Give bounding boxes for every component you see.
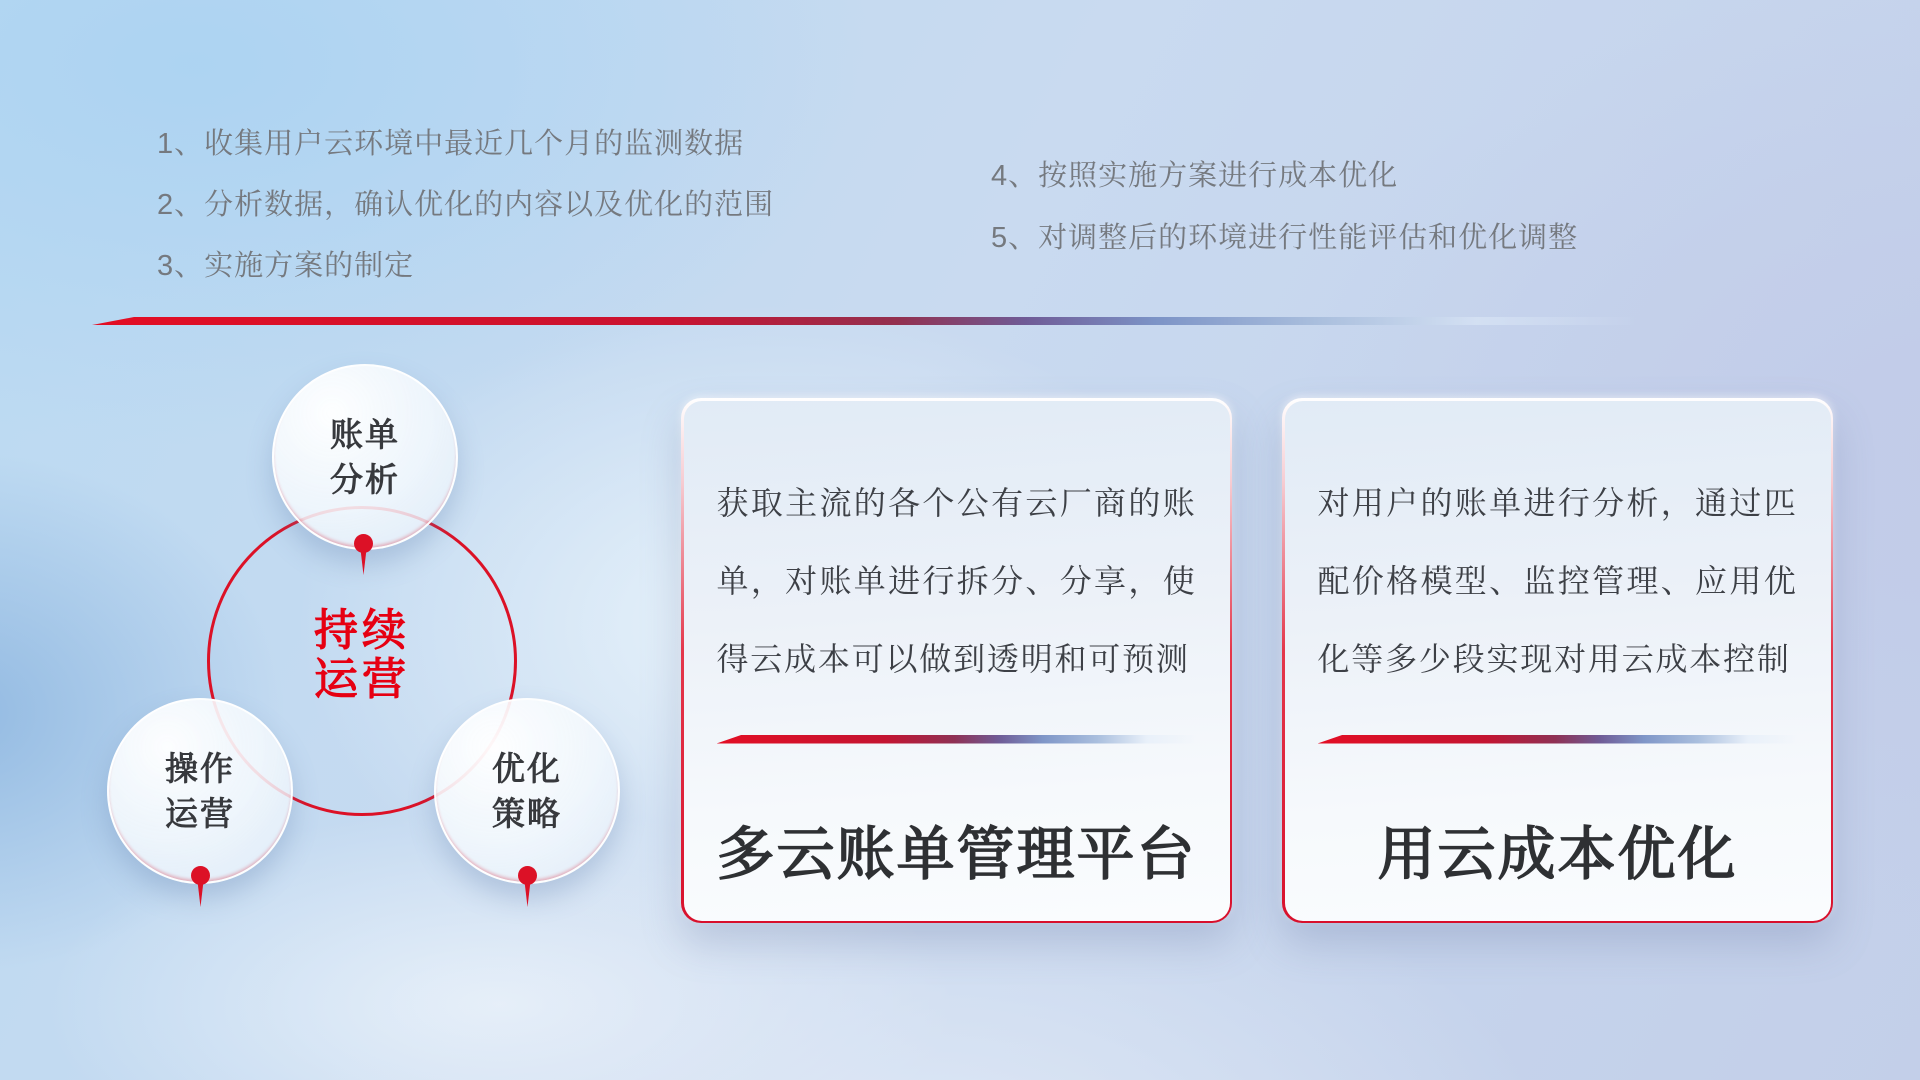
pin-marker	[354, 534, 373, 575]
process-steps-left	[157, 114, 774, 297]
node-label-line: 分析	[330, 461, 400, 498]
node-label	[165, 746, 235, 836]
pin-needle-icon	[197, 883, 204, 907]
card-title: 用云成本优化	[1377, 821, 1738, 887]
pin-marker	[518, 866, 537, 907]
card-cloud-cost-optimization	[1282, 398, 1833, 923]
pin-needle-icon	[360, 551, 367, 575]
step-item-3: 3、实施方案的制定	[157, 250, 415, 282]
pin-dot-icon	[191, 866, 210, 885]
node-label-line: 操作	[165, 750, 235, 787]
pin-needle-icon	[524, 883, 531, 907]
center-label-line: 运营	[314, 655, 410, 704]
node-label	[330, 412, 400, 502]
card-surface	[1285, 401, 1831, 921]
step-item-2: 2、分析数据，确认优化的内容以及优化的范围	[157, 189, 775, 221]
node-label-line: 运营	[165, 795, 235, 832]
card-divider-line	[717, 735, 1211, 744]
card-multicloud-billing	[681, 398, 1232, 923]
card-description: 获取主流的各个公有云厂商的账单，对账单进行拆分、分享，使得云成本可以做到透明和可预测	[716, 484, 1197, 677]
card-divider-line	[1318, 735, 1812, 744]
diagram-node-operation	[107, 698, 293, 884]
diagram-node-optimization-strategy	[434, 698, 620, 884]
diagram-center-label	[262, 606, 462, 704]
node-label-line: 策略	[492, 795, 562, 832]
step-item-4: 4、按照实施方案进行成本优化	[991, 160, 1399, 192]
process-steps-right	[991, 145, 1578, 269]
node-label	[492, 746, 562, 836]
step-item-1: 1、收集用户云环境中最近几个月的监测数据	[157, 128, 745, 160]
pin-dot-icon	[354, 534, 373, 553]
diagram-node-bill-analysis	[272, 364, 458, 550]
node-label-line: 优化	[492, 750, 562, 787]
card-title: 多云账单管理平台	[716, 821, 1197, 887]
node-label-line: 账单	[330, 416, 400, 453]
card-surface	[684, 401, 1230, 921]
pin-marker	[191, 866, 210, 907]
step-item-5: 5、对调整后的环境进行性能评估和优化调整	[991, 222, 1579, 254]
card-description: 对用户的账单进行分析，通过匹配价格模型、监控管理、应用优化等多少段实现对用云成本控制	[1317, 484, 1798, 677]
pin-dot-icon	[518, 866, 537, 885]
center-label-line: 持续	[314, 606, 410, 655]
section-divider-line	[92, 317, 1702, 325]
